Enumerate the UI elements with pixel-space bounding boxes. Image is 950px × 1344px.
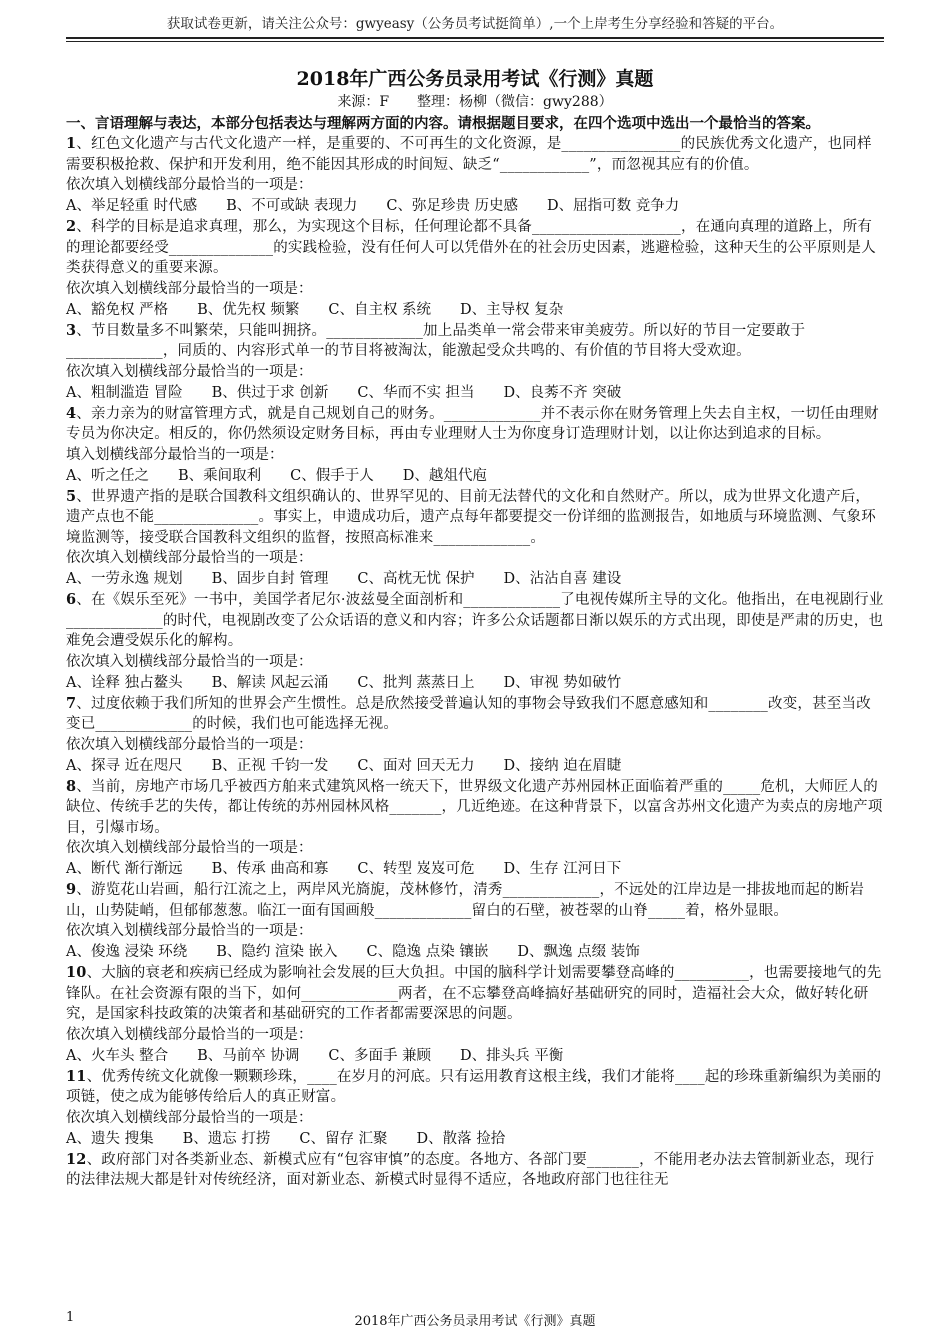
question-text: 、政府部门对各类新业态、新模式应有“包容审慎”的态度。各地方、各部门要_______，不能用老办法去管制新业态，现行的法律法规大都是针对传统经济，面对新业态、新模式时显得不适应，各地政府部门也往往无 — [66, 1151, 875, 1188]
question-item — [66, 1150, 884, 1191]
question-number: 6 — [66, 591, 77, 608]
question-stem — [66, 777, 884, 839]
question-stem — [66, 321, 884, 362]
question-prompt: 依次填入划横线部分最恰当的一项是： — [66, 1026, 313, 1043]
section-heading: 一、言语理解与表达，本部分包括表达与理解两方面的内容。请根据题目要求，在四个选项中选出一个最恰当的答案。 — [66, 115, 820, 132]
question-text: 、当前，房地产市场几乎被西方舶来式建筑风格一统天下，世界级文化遗产苏州园林正面临着严重的_____危机，大师匠人的缺位、传统手艺的失传，都让传统的苏州园林风格_______，几近绝迹。在这种背景下，以富含苏州文化遗产为卖点的房地产项目，引爆市场。 — [66, 778, 883, 836]
question-stem — [66, 963, 884, 1025]
question-item — [66, 590, 884, 694]
answer-options: A、一劳永逸 规划 B、固步自封 管理 C、高枕无忧 保护 D、沾沾自喜 建设 — [66, 571, 622, 587]
document-source: 来源：F 整理：杨柳（微信：gwy288） — [337, 94, 613, 110]
question-text: 、亲力亲为的财富管理方式，就是自己规划自己的财务。_____________并不表示你在财务管理上失去自主权，一切任由理财专员为你决定。相反的，你仍然须设定财务目标，再由专业理财人士为你度身订造理财计划，以让你达到追求的目标。 — [66, 405, 879, 442]
question-number: 10 — [66, 964, 87, 981]
question-stem — [66, 217, 884, 279]
question-prompt: 依次填入划横线部分最恰当的一项是： — [66, 1109, 313, 1126]
question-item — [66, 694, 884, 777]
header-divider-thin — [66, 41, 884, 42]
question-prompt: 依次填入划横线部分最恰当的一项是： — [66, 363, 313, 380]
answer-options: A、举足轻重 时代感 B、不可或缺 表现力 C、弥足珍贵 历史感 D、屈指可数 竞争力 — [66, 198, 680, 214]
question-number: 5 — [66, 487, 77, 505]
question-text: 、科学的目标是追求真理，那么，为实现这个目标，任何理论都不具备____________________，在通向真理的道路上，所有的理论都要经受______________的实践检验，没有任何人可以凭借外在的社会历史因素，逃避检验，这种天生的公平原则是人类获得意义的重要来源。 — [66, 219, 876, 276]
question-number: 2 — [66, 218, 77, 235]
question-text: 、游览花山岩画，船行江流之上，两岸风光旖旎，茂林修竹，清秀_____________，不远处的江岸边是一排拔地而起的断岩山，山势陡峭，但郁郁葱葱。临江一面有国画般_____________留白的石壁，被苍翠的山脊_____着，格外显眼。 — [66, 882, 865, 919]
question-item — [66, 404, 884, 487]
question-text: 、世界遗产指的是联合国教科文组织确认的、世界罕见的、目前无法替代的文化和自然财产。所以，成为世界文化遗产后，遗产点也不能______________。事实上，申遗成功后，遗产点每年都要提交一份详细的监测报告，如地质与环境监测、气象环境监测等，接受联合国教科文组织的监督，按照高标准来_____________。 — [66, 488, 876, 546]
document-body — [66, 66, 884, 1191]
answer-options: A、火车头 整合 B、马前卒 协调 C、多面手 兼顾 D、排头兵 平衡 — [66, 1047, 564, 1064]
question-stem — [66, 404, 884, 445]
footer-title: 2018年广西公务员录用考试《行测》真题 — [354, 1314, 596, 1329]
answer-options: A、遗失 搜集 B、遗忘 打捞 C、留存 汇聚 D、散落 捡拾 — [66, 1130, 506, 1147]
answer-options: A、粗制滥造 冒险 B、供过于求 创新 C、华而不实 担当 D、良莠不齐 突破 — [66, 384, 622, 401]
question-stem — [66, 1067, 884, 1108]
question-text: 、优秀传统文化就像一颗颗珍珠，____在岁月的河底。只有运用教育这根主线，我们才能将____起的珍珠重新编织为美丽的项链，使之成为能够传给后人的真正财富。 — [66, 1068, 882, 1105]
question-prompt: 依次填入划横线部分最恰当的一项是： — [66, 280, 313, 297]
question-item — [66, 777, 884, 881]
question-number: 11 — [66, 1067, 87, 1085]
question-prompt: 依次填入划横线部分最恰当的一项是： — [66, 840, 313, 856]
question-item — [66, 487, 884, 591]
question-prompt: 依次填入划横线部分最恰当的一项是： — [66, 736, 313, 753]
question-prompt: 依次填入划横线部分最恰当的一项是： — [66, 177, 313, 193]
question-prompt: 依次填入划横线部分最恰当的一项是： — [66, 923, 313, 939]
question-prompt: 依次填入划横线部分最恰当的一项是： — [66, 550, 313, 566]
question-number: 8 — [66, 777, 77, 795]
question-stem — [66, 880, 884, 921]
question-prompt: 填入划横线部分最恰当的一项是： — [66, 446, 284, 463]
document-title: 2018年广西公务员录用考试《行测》真题 — [296, 68, 654, 90]
question-number: 9 — [66, 881, 77, 898]
question-stem — [66, 694, 884, 735]
question-text: 、红色文化遗产与古代文化遗产一样，是重要的、不可再生的文化资源，是________________的民族优秀文化遗产，也同样需要积极抢救、保护和开发利用，绝不能因其形成的时间短、缺乏“____________”，而忽视其应有的价值。 — [66, 136, 872, 173]
question-item — [66, 880, 884, 963]
question-text: 、大脑的衰老和疾病已经成为影响社会发展的巨大负担。中国的脑科学计划需要攀登高峰的__________，也需要接地气的先锋队。在社会资源有限的当下，如何_____________两者，在不忘攀登高峰搞好基础研究的同时，造福社会大众，做好转化研究，是国家科技政策的决策者和基础研究的工作者都需要深思的问题。 — [66, 965, 882, 1022]
question-text: 、过度依赖于我们所知的世界会产生惯性。总是欣然接受普遍认知的事物会导致我们不愿意感知和________改变，甚至当改变已_____________的时候，我们也可能选择无视。 — [66, 695, 871, 732]
question-number: 1 — [66, 135, 77, 152]
answer-options: A、听之任之 B、乘间取利 C、假手于人 D、越俎代庖 — [66, 467, 487, 484]
page-number: 1 — [66, 1310, 75, 1325]
question-item — [66, 134, 884, 217]
question-item — [66, 1067, 884, 1150]
answer-options: A、豁免权 严格 B、优先权 频繁 C、自主权 系统 D、主导权 复杂 — [66, 301, 564, 318]
answer-options: A、探寻 近在咫尺 B、正视 千钧一发 C、面对 回天无力 D、接纳 迫在眉睫 — [66, 757, 622, 774]
answer-options: A、诠释 独占鳌头 B、解读 风起云涌 C、批判 蒸蒸日上 D、审视 势如破竹 — [66, 674, 622, 691]
answer-options: A、断代 渐行渐远 B、传承 曲高和寡 C、转型 岌岌可危 D、生存 江河日下 — [66, 861, 622, 877]
question-prompt: 依次填入划横线部分最恰当的一项是： — [66, 653, 313, 670]
question-text: 、节目数量多不叫繁荣，只能叫拥挤。_____________加上品类单一常会带来审美疲劳。所以好的节目一定要敢于_____________，同质的、内容形式单一的节目将被淘汰，能激起受众共鸣的、有价值的节目将大受欢迎。 — [66, 322, 806, 359]
question-stem — [66, 590, 884, 652]
question-item — [66, 321, 884, 404]
question-number: 12 — [66, 1150, 87, 1168]
question-list — [66, 134, 884, 1191]
question-text: 、在《娱乐至死》一书中，美国学者尼尔·波兹曼全面剖析和_____________了电视传媒所主导的文化。他指出，在电视剧行业_____________的时代，电视剧改变了公众话语的意义和内容；许多公众话题都日渐以娱乐的方式出现，即使是严肃的历史，也难免会遭受娱乐化的解构。 — [66, 592, 884, 649]
question-number: 3 — [66, 321, 77, 339]
question-stem — [66, 134, 884, 175]
header-divider — [66, 37, 884, 39]
question-number: 4 — [66, 404, 77, 422]
question-item — [66, 963, 884, 1067]
question-stem — [66, 1150, 884, 1191]
question-item — [66, 217, 884, 321]
answer-options: A、俊逸 浸染 环绕 B、隐约 渲染 嵌入 C、隐逸 点染 镶嵌 D、飘逸 点缀 装饰 — [66, 944, 640, 960]
question-stem — [66, 487, 884, 549]
question-number: 7 — [66, 694, 77, 712]
header-notice: 获取试卷更新，请关注公众号：gwyeasy（公务员考试挺简单）,一个上岸考生分享经验和答疑的平台。 — [166, 16, 784, 32]
